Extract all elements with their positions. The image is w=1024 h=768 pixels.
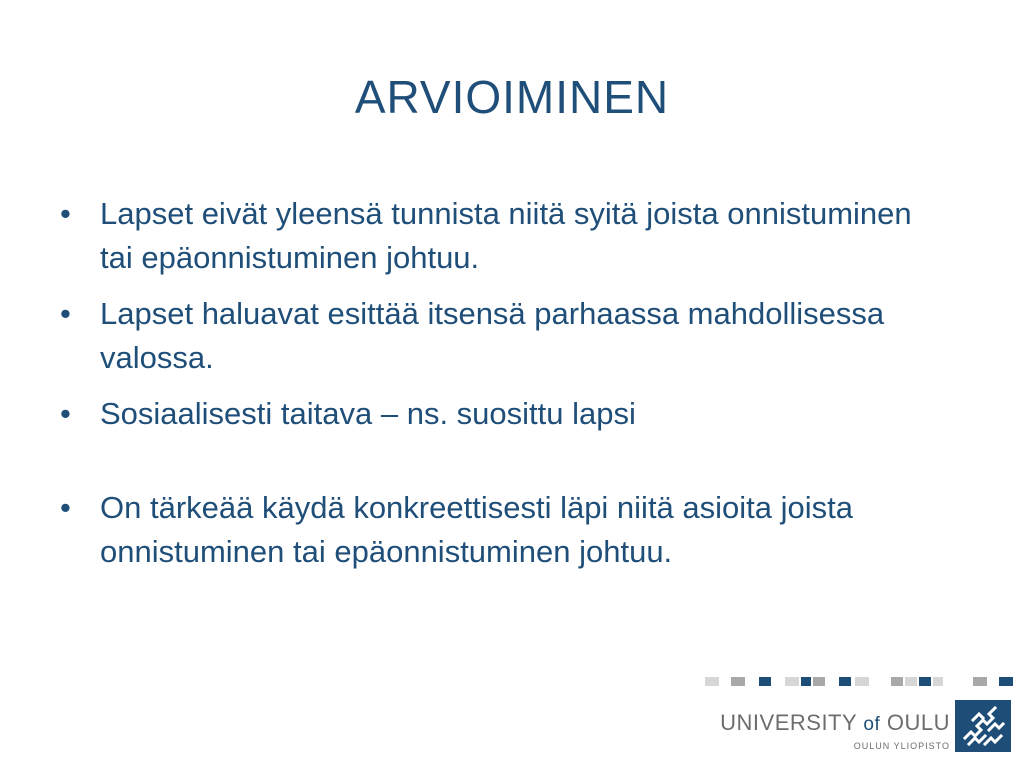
bullet-text: On tärkeää käydä konkreettisesti läpi niitä asioita joista onnistuminen tai epäonnistuminen johtuu. [100, 490, 854, 569]
bullet-text: Lapset haluavat esittää itsensä parhaassa mahdollisessa valossa. [100, 296, 885, 375]
decoration-square [933, 677, 943, 686]
bullet-item [60, 192, 940, 280]
bullet-marker: • [60, 490, 71, 525]
bullet-text: Sosiaalisesti taitava – ns. suosittu lapsi [100, 396, 636, 431]
bullet-text: Lapset eivät yleensä tunnista niitä syitä joista onnistuminen tai epäonnistuminen johtuu. [100, 196, 912, 275]
bullet-list [60, 192, 940, 586]
bullet-item [60, 392, 940, 436]
footer-decoration [705, 677, 1024, 687]
decoration-square [905, 677, 917, 686]
decoration-square [973, 677, 987, 686]
decoration-square [891, 677, 903, 686]
slide-title: ARVIOIMINEN [354, 71, 670, 123]
logo-university: UNIVERSITY [720, 710, 857, 735]
decoration-square [705, 677, 719, 686]
decoration-square [919, 677, 931, 686]
decoration-square [855, 677, 869, 686]
oulu-university-emblem-icon [955, 700, 1011, 752]
decoration-square [759, 677, 771, 686]
logo-of: of [863, 714, 881, 735]
decoration-square [813, 677, 825, 686]
decoration-square [785, 677, 799, 686]
bullet-item [60, 292, 940, 380]
logo-oulu: OULU [886, 710, 950, 735]
bullet-item [60, 486, 940, 574]
university-logo-text [718, 710, 950, 751]
decoration-square [801, 677, 811, 686]
bullet-marker: • [60, 396, 71, 431]
decoration-square [731, 677, 745, 686]
decoration-square [839, 677, 851, 686]
logo-subtitle: OULUN YLIOPISTO [853, 741, 950, 751]
logo-wordmark [718, 710, 950, 738]
bullet-marker: • [60, 296, 71, 331]
decoration-square [999, 677, 1013, 686]
bullet-marker: • [60, 196, 71, 231]
